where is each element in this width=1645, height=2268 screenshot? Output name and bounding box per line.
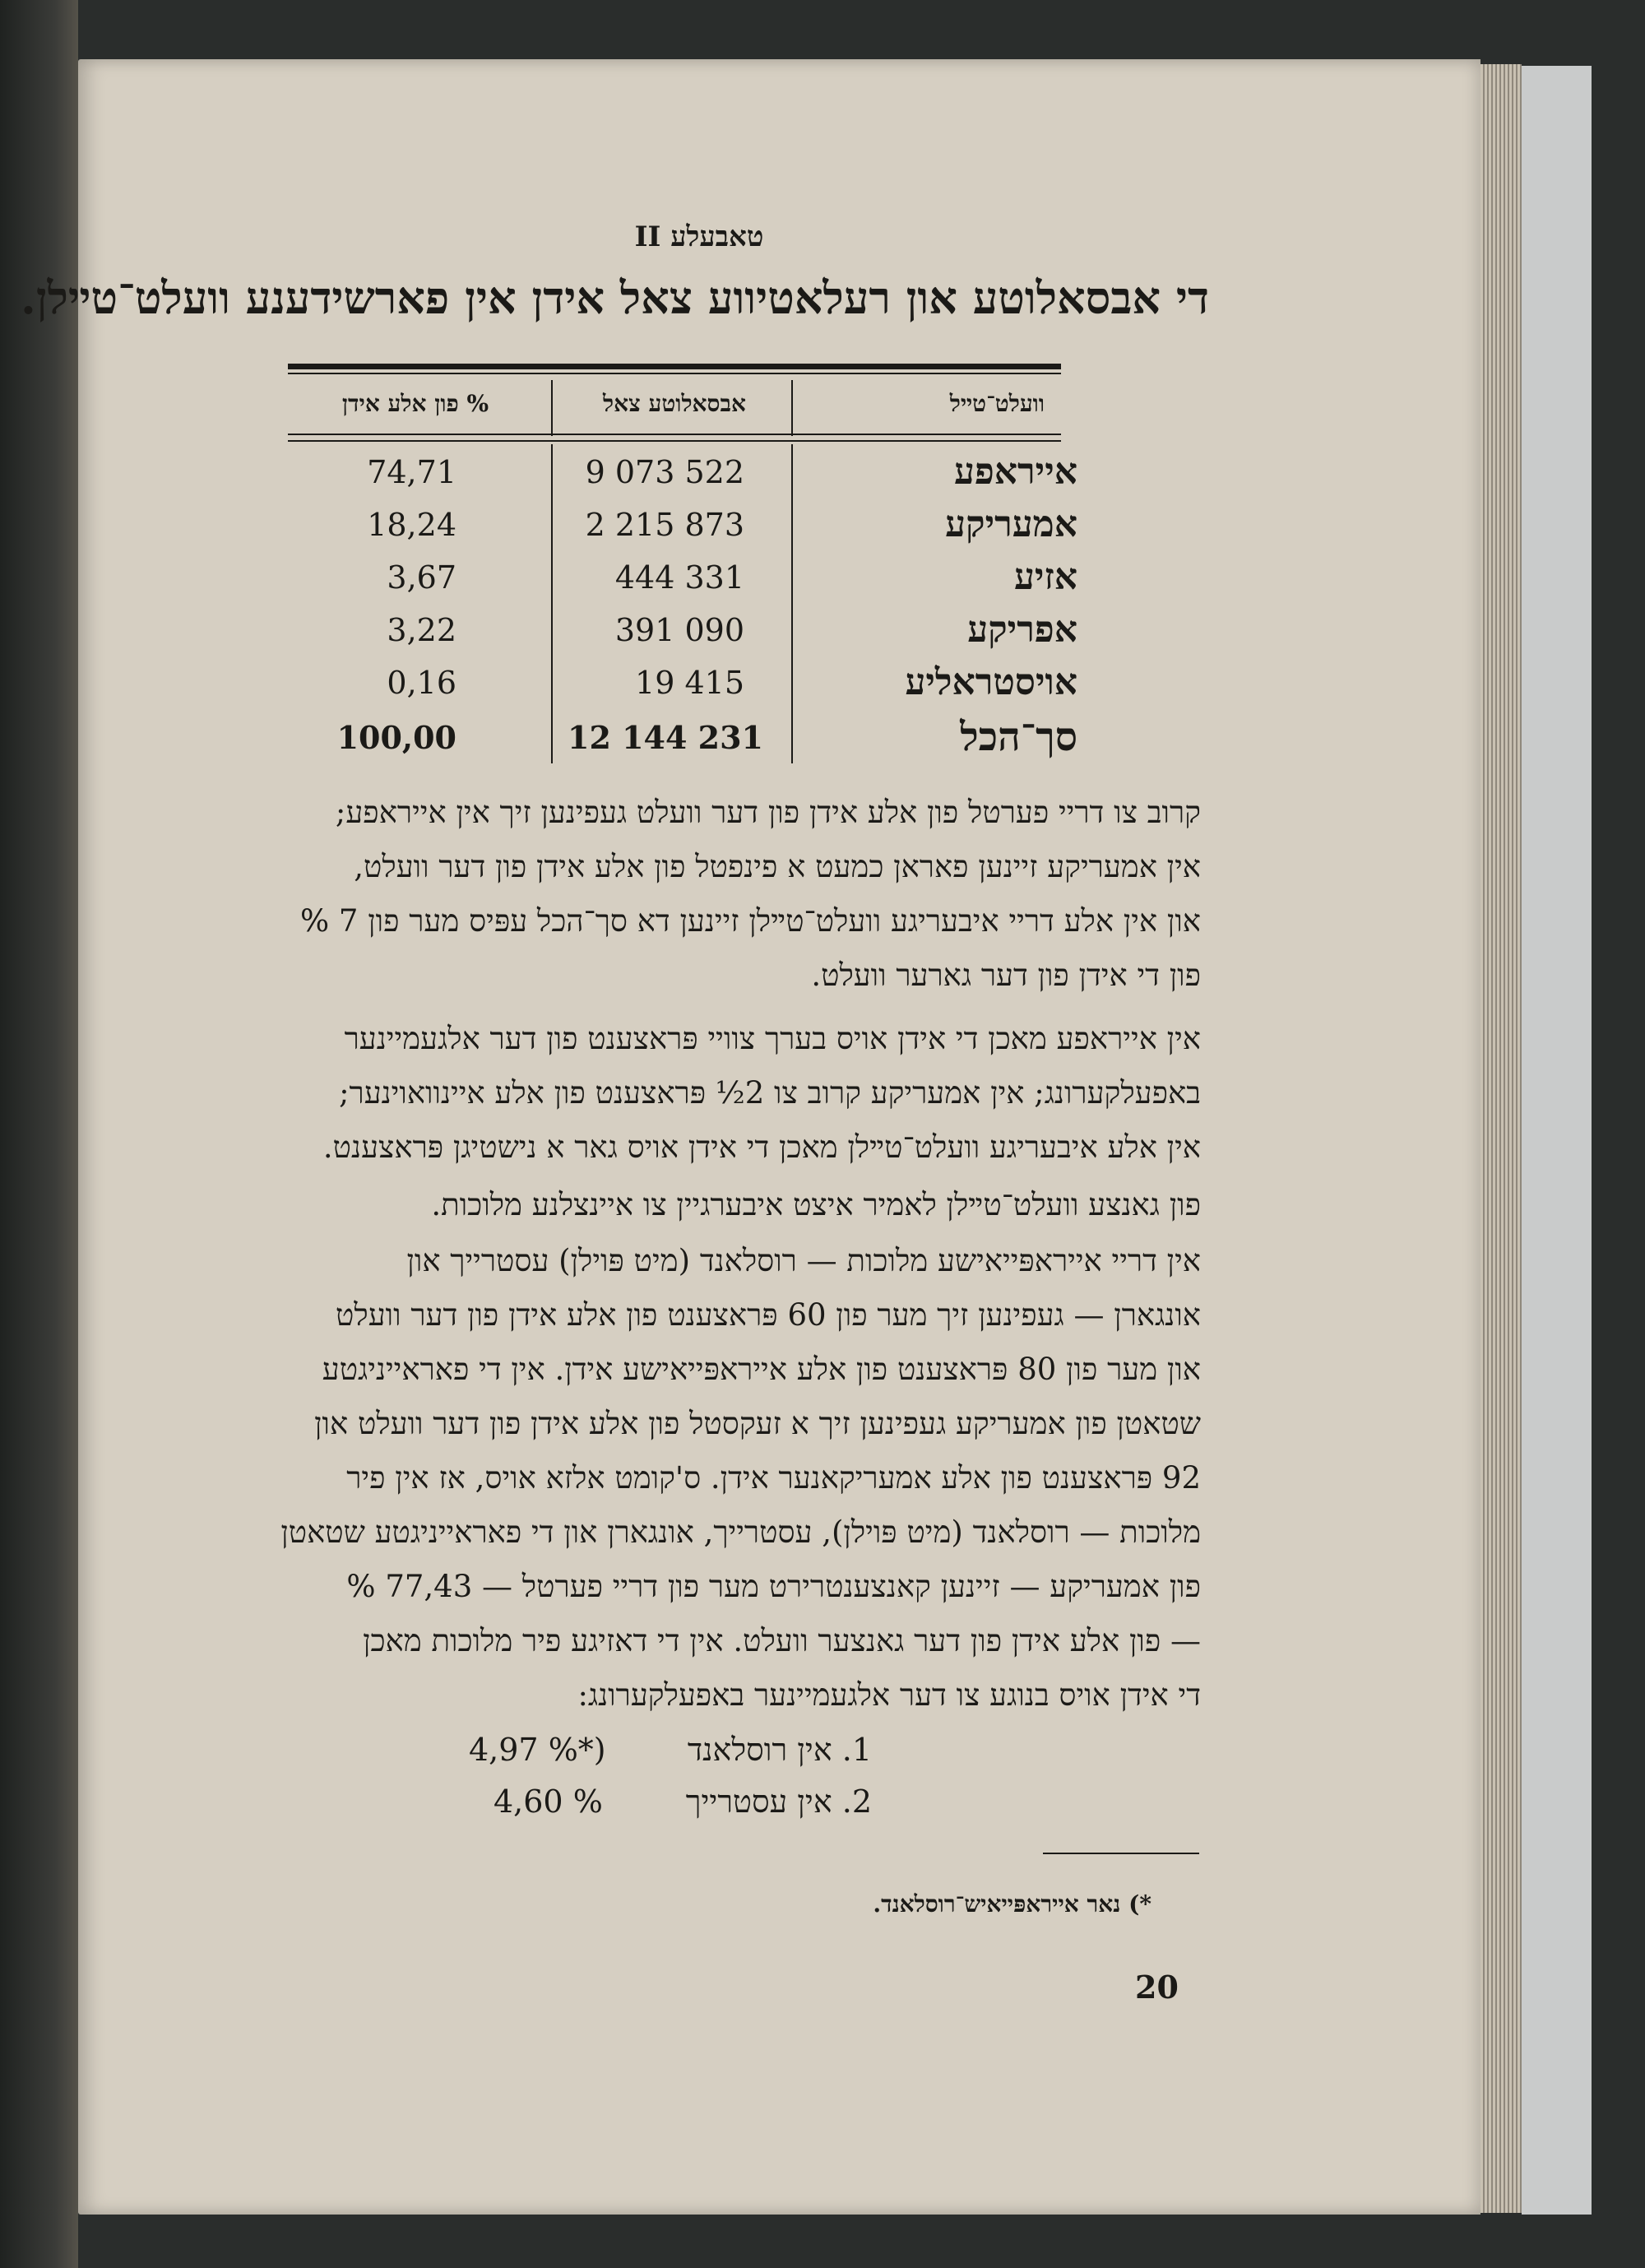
footnote-rule <box>1043 1853 1199 1854</box>
list-item-value: 4,97 %*) <box>469 1732 606 1768</box>
text-line: די אידן אויס בנוגע צו דער אלגעמיינער באפעלקערונג: <box>577 1677 1201 1713</box>
row-absolute: 444 331 <box>614 559 744 596</box>
header-absolute: אבסאלוטע צאל <box>603 390 746 417</box>
text-line: און מער פון 80 פּראצענט פון אלע אייראפּייאישע אידן. אין די פאראייניגטע <box>322 1352 1201 1387</box>
text-line: שטאטן פון אמעריקע געפינען זיך א זעקסטל פון אלע אידן פון דער וועלט און <box>314 1406 1201 1441</box>
row-region: אפריקע <box>967 609 1077 651</box>
row-percent: 0,16 <box>387 665 456 701</box>
list-item-label: 2. אין עסטרייך <box>685 1783 872 1820</box>
text-line: מלוכות — רוסלאנד (מיט פּוילן), עסטרייך, אונגארן און די פאראייניגטע שטאטן <box>280 1514 1201 1550</box>
row-percent: 3,67 <box>387 559 456 596</box>
text-line: — פון אלע אידן פון דער גאנצער וועלט. אין די דאזיגע פיר מלוכות מאכן <box>363 1623 1201 1658</box>
row-region: אזיע <box>1014 556 1077 598</box>
page-number: 20 <box>1135 1969 1179 2006</box>
row-region: אויסטראליע <box>905 661 1077 703</box>
row-region: אייראפע <box>953 451 1077 493</box>
text-line: אונגארן — געפינען זיך מער פון 60 פּראצענט פון אלע אידן פון דער וועלט <box>336 1297 1201 1333</box>
back-sheet <box>1522 66 1592 2215</box>
paragraph <box>123 786 1201 1003</box>
total-absolute: 12 144 231 <box>568 719 763 756</box>
text-line: באפעלקערונג; אין אמעריקע קרוב צו 2½ פּראצענט פון אלע איינוואוינער; <box>339 1075 1201 1111</box>
row-percent: 74,71 <box>367 454 456 490</box>
text-line: אין אייראפע מאכן די אידן אויס בערך צוויי פּראצענט פון דער אלגעמיינער <box>344 1021 1201 1056</box>
row-absolute: 19 415 <box>635 665 744 701</box>
row-absolute: 9 073 522 <box>585 454 744 490</box>
header-region: וועלט־טײל <box>949 390 1045 417</box>
paragraph <box>123 1234 1201 1723</box>
total-percent: 100,00 <box>336 719 456 756</box>
text-line: קרוב צו דריי פערטל פון אלע אידן פון דער וועלט געפינען זיך אין אייראפע; <box>335 795 1201 830</box>
total-region: סך־הכל <box>960 714 1077 760</box>
row-absolute: 391 090 <box>614 612 744 648</box>
column-divider <box>551 380 553 436</box>
footnote: *) נאר אייראפּייאיש־רוסלאנד. <box>873 1890 1152 1918</box>
header-percent: % פון אלע אידן <box>341 390 489 417</box>
text-line: אין דריי אייראפּייאישע מלוכות — רוסלאנד (מיט פּוילן) עסטרייך און <box>406 1243 1201 1278</box>
text-line: פון אמעריקע — זיינען קאנצענטרירט מער פון דריי פערטל — 77,43 % <box>346 1569 1201 1604</box>
table-label: טאבעלע II <box>634 220 764 253</box>
list-item-value: 4,60 % <box>494 1783 603 1820</box>
column-divider <box>791 380 793 436</box>
column-divider <box>791 444 793 763</box>
table-title: די אבסאלוטע און רעלאטיווע צאל אידן אין פארשידענע וועלט־טײלן. <box>21 271 1209 324</box>
text-line: אין אמעריקע זיינען פאראן כמעט א פינפטל פון אלע אידן פון דער וועלט, <box>354 849 1201 884</box>
column-divider <box>551 444 553 763</box>
text-line: אין אלע איבעריגע וועלט־טײלן מאכן די אידן אויס גאר א נישטיגן פּראצענט. <box>322 1129 1201 1165</box>
paragraph <box>123 1012 1201 1175</box>
text-line: 92 פּראצענט פון אלע אמעריקאנער אידן. ס'קומט אלזא אויס, אז אין פיר <box>346 1460 1201 1496</box>
text-line: פון די אידן פון דער גארער וועלט. <box>811 958 1201 993</box>
table-top-rule <box>288 364 1061 369</box>
list-item-label: 1. אין רוסלאנד <box>687 1732 872 1768</box>
row-percent: 3,22 <box>387 612 456 648</box>
row-region: אמעריקע <box>945 503 1077 545</box>
text-line: און אין אלע דריי איבעריגע וועלט־טײלן זיינען דא סך־הכל עפּיס מער פון 7 % <box>299 903 1201 939</box>
row-percent: 18,24 <box>367 507 456 543</box>
header-bottom-rule-2 <box>288 440 1061 442</box>
book-cover-left <box>0 0 78 2268</box>
row-absolute: 2 215 873 <box>585 507 744 543</box>
table-top-rule-thin <box>288 373 1061 374</box>
header-bottom-rule <box>288 434 1061 435</box>
paragraph <box>123 1178 1201 1232</box>
text-line: פון גאנצע וועלט־טײלן לאמיר איצט איבערגיין צו איינצלנע מלוכות. <box>431 1187 1201 1222</box>
